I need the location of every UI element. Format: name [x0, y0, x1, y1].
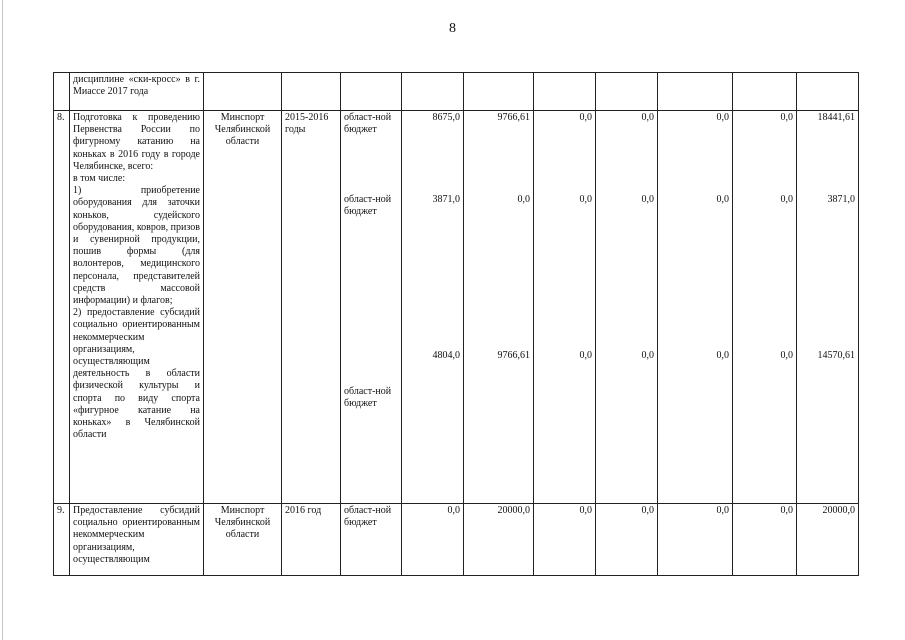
value-text: 0,0: [641, 350, 654, 362]
funding-source-cell: [341, 73, 402, 111]
funding-source-text: област-ной бюджет: [344, 386, 392, 410]
value-text: 0,0: [579, 112, 592, 123]
value-cell: [658, 73, 733, 111]
value-cell: [534, 73, 596, 111]
description-text: 2) предоставление субсидий социально ориентированным некоммерческим организациям, осуществляющим деятельность в области физической культуры и спорта по виду спорта «фигурное катание на коньках» в Челябинской области: [73, 307, 200, 441]
value-text: 0,0: [716, 194, 729, 206]
value-cell: [596, 73, 658, 111]
description-text: Подготовка к проведению Первенства России по фигурному катанию на коньках в 2016 году в городе Челябинске, всего:: [73, 112, 200, 172]
value-cell: [733, 111, 797, 504]
funding-source-text: област-ной бюджет: [344, 194, 392, 218]
funding-source-text: област-ной бюджет: [344, 112, 392, 136]
value-text: 0,0: [641, 505, 654, 516]
value-cell: [402, 111, 464, 504]
organization-cell: Минспорт Челябинской области: [204, 111, 282, 504]
description-cell: [70, 504, 204, 576]
value-text: 14570,61: [817, 350, 855, 362]
value-cell: [534, 504, 596, 576]
value-text: 0,0: [780, 350, 793, 362]
description-text: дисциплине «ски-кросс» в г. Миассе 2017 года: [73, 74, 200, 98]
value-cell: [658, 111, 733, 504]
value-text: 20000,0: [497, 505, 530, 516]
value-text: 0,0: [579, 505, 592, 516]
value-text: 0,0: [780, 505, 793, 516]
row-number-cell: [54, 73, 70, 111]
period-cell: [282, 73, 341, 111]
value-text: 0,0: [579, 194, 592, 206]
description-text: Предоставление субсидий социально ориентированным некоммерческим организациям, осуществляющим: [73, 505, 200, 565]
value-text: 18441,61: [817, 112, 855, 123]
value-cell: [596, 111, 658, 504]
value-text: 0,0: [780, 112, 793, 123]
description-cell: [70, 111, 204, 504]
period-cell: 2016 год: [282, 504, 341, 576]
funding-source-cell: [341, 111, 402, 504]
value-cell: [658, 504, 733, 576]
value-text: 0,0: [780, 194, 793, 206]
value-text: 9766,61: [497, 112, 530, 123]
table-row: [54, 504, 859, 576]
period-cell: 2015-2016 годы: [282, 111, 341, 504]
value-text: 3871,0: [827, 194, 855, 206]
value-text: 4804,0: [432, 350, 460, 362]
organization-cell: [204, 73, 282, 111]
organization-cell: Минспорт Челябинской области: [204, 504, 282, 576]
value-text: 0,0: [641, 112, 654, 123]
description-text: в том числе:: [73, 173, 126, 185]
value-cell: [534, 111, 596, 504]
value-cell: [733, 73, 797, 111]
value-cell: [797, 504, 859, 576]
value-cell: [464, 504, 534, 576]
funding-source-cell: [341, 504, 402, 576]
value-cell: [596, 504, 658, 576]
value-text: 20000,0: [822, 505, 855, 516]
table-row: [54, 73, 859, 111]
value-text: 0,0: [716, 350, 729, 362]
funding-source-text: област-ной бюджет: [344, 505, 392, 529]
value-text: 0,0: [579, 350, 592, 362]
value-text: 8675,0: [432, 112, 460, 123]
table-row: [54, 111, 859, 504]
value-cell: [797, 73, 859, 111]
description-cell: [70, 73, 204, 111]
value-text: 3871,0: [432, 194, 460, 206]
value-cell: [402, 73, 464, 111]
value-text: 0,0: [716, 505, 729, 516]
value-cell: [733, 504, 797, 576]
row-number-cell: 8.: [54, 111, 70, 504]
page-number: 8: [449, 21, 456, 36]
value-text: 0,0: [447, 505, 460, 516]
description-text: 1) приобретение оборудования для заточки коньков, судейского оборудования, ковров, призов и сувенирной продукции, пошив формы (для волонтеров, медицинского персонала, представителей средств массовой информации) и флагов;: [73, 185, 200, 307]
value-cell: [464, 73, 534, 111]
scan-edge-line: [2, 0, 3, 640]
program-table: [53, 72, 859, 576]
value-cell: [797, 111, 859, 504]
row-number-cell: 9.: [54, 504, 70, 576]
value-text: 0,0: [517, 194, 530, 206]
value-cell: [464, 111, 534, 504]
value-cell: [402, 504, 464, 576]
value-text: 0,0: [641, 194, 654, 206]
value-text: 9766,61: [497, 350, 530, 362]
value-text: 0,0: [716, 112, 729, 123]
